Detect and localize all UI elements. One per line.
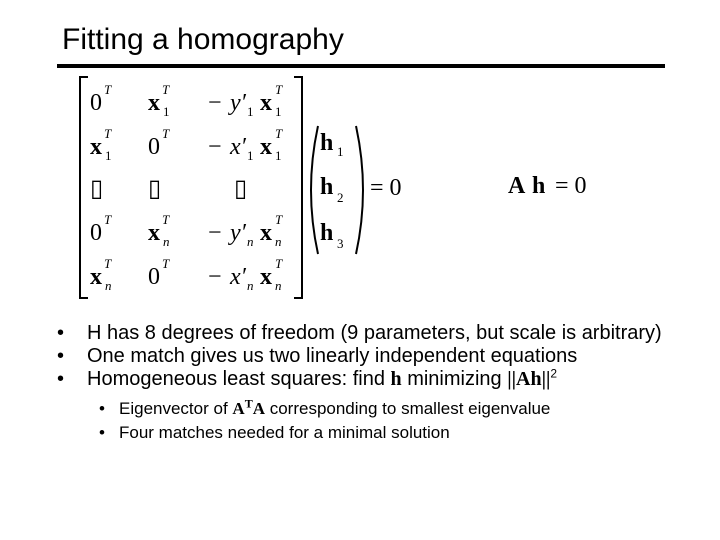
svg-text:n: n — [275, 234, 282, 249]
subbullet-item: • Four matches needed for a minimal solution — [57, 421, 697, 445]
svg-text:1: 1 — [337, 144, 344, 159]
svg-text:−: − — [208, 134, 222, 160]
svg-text:−: − — [208, 264, 222, 290]
svg-text:T: T — [104, 256, 112, 271]
cell-r5c1: x — [90, 264, 102, 290]
bullet-dot: • — [57, 322, 65, 344]
cell-r1c3: y′ — [230, 90, 246, 116]
bullet-item: • Homogeneous least squares: find h minimizing $||Ah||^2$ — [57, 366, 558, 390]
svg-text:T: T — [162, 82, 170, 97]
slide-title: Fitting a homography — [62, 23, 344, 56]
matrix-row-n2 — [90, 256, 283, 293]
unknown-vector — [320, 130, 344, 251]
cell-r3c2: ▯ — [148, 176, 162, 202]
bullet-dot: • — [99, 423, 105, 442]
svg-text:n: n — [247, 278, 254, 293]
vector-right-paren — [356, 126, 363, 254]
svg-text:n: n — [105, 278, 112, 293]
svg-text:x: x — [260, 264, 272, 290]
bullet-dot: • — [57, 345, 65, 367]
svg-text:T: T — [275, 256, 283, 271]
cell-r1c2: x — [148, 90, 160, 116]
svg-text:1: 1 — [247, 148, 254, 163]
svg-text:1: 1 — [275, 148, 282, 163]
matrix-row-2 — [90, 126, 283, 163]
cell-r2c2: 0 — [148, 134, 160, 160]
vector-h2: h — [320, 174, 334, 200]
vector-h3: h — [320, 220, 334, 246]
svg-text:x: x — [260, 90, 272, 116]
cell-r4c3: y′ — [230, 220, 246, 246]
matrix-left-bracket — [80, 77, 88, 298]
cell-r2c1: x — [90, 134, 102, 160]
svg-text:T: T — [104, 82, 112, 97]
svg-text:−: − — [208, 90, 222, 116]
matrix-right-bracket — [294, 77, 302, 298]
bullet-dot: • — [99, 399, 105, 418]
svg-text:2: 2 — [337, 190, 344, 205]
svg-text:n: n — [275, 278, 282, 293]
subbullet-item: • Eigenvector of $A^TA$ corresponding to smallest eigenvalue — [57, 397, 697, 421]
bullet-item: • H has 8 degrees of freedom (9 parameters, but scale is arbitrary) — [57, 322, 662, 344]
svg-text:x: x — [260, 134, 272, 160]
svg-text:h: h — [532, 173, 546, 199]
matrix-row-ellipsis — [90, 176, 247, 202]
cell-r5c2: 0 — [148, 264, 160, 290]
bullet-item: • One match gives us two linearly independent equations — [57, 345, 578, 367]
svg-text:T: T — [162, 212, 170, 227]
equals-zero: = 0 — [370, 175, 402, 201]
cell-r2c3: x′ — [230, 134, 246, 160]
svg-text:3: 3 — [337, 236, 344, 251]
svg-text:n: n — [163, 234, 170, 249]
vector-h1: h — [320, 130, 334, 156]
cell-r1c1: 0 — [90, 90, 102, 116]
svg-text:T: T — [104, 126, 112, 141]
svg-text:A: A — [508, 173, 526, 199]
svg-text:1: 1 — [105, 148, 112, 163]
cell-r5c3: x′ — [230, 264, 246, 290]
svg-text:1: 1 — [247, 104, 254, 119]
bullet-dot: • — [57, 368, 65, 390]
svg-text:−: − — [208, 220, 222, 246]
compact-equation — [508, 173, 587, 199]
svg-text:T: T — [162, 126, 170, 141]
svg-text:x: x — [260, 220, 272, 246]
vector-left-paren — [311, 126, 318, 254]
cell-r3c1: ▯ — [90, 176, 104, 202]
svg-text:1: 1 — [163, 104, 170, 119]
cell-r4c1: 0 — [90, 220, 102, 246]
svg-text:T: T — [275, 212, 283, 227]
cell-r3c3: ▯ — [234, 176, 248, 202]
svg-text:T: T — [104, 212, 112, 227]
matrix-row-n1 — [90, 212, 283, 249]
svg-text:T: T — [275, 82, 283, 97]
svg-text:1: 1 — [275, 104, 282, 119]
svg-text:n: n — [247, 234, 254, 249]
bullet-list — [57, 322, 697, 445]
svg-text:T: T — [275, 126, 283, 141]
matrix-row-1 — [90, 82, 283, 119]
cell-r4c2: x — [148, 220, 160, 246]
svg-text:= 0: = 0 — [555, 173, 587, 199]
svg-text:T: T — [162, 256, 170, 271]
